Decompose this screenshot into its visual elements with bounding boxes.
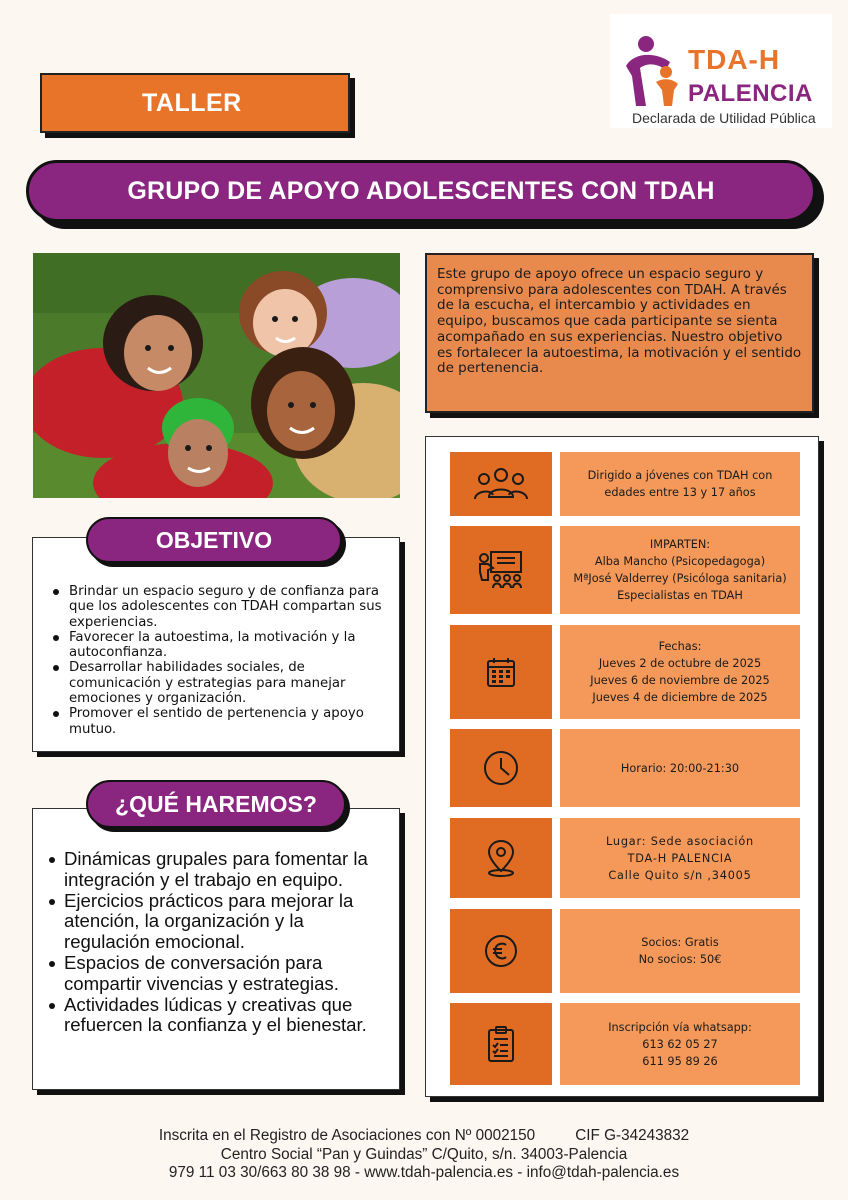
info-line: Inscripción vía whatsapp:	[608, 1020, 752, 1034]
info-row-destinatarios	[450, 452, 800, 516]
footer-contacto: 979 11 03 30/663 80 38 98 - www.tdah-palencia.es - info@tdah-palencia.es	[168, 1164, 680, 1181]
info-icon-cell	[450, 1003, 552, 1085]
objetivo-item: Favorecer la autoestima, la motivación y la autoconfianza.	[53, 630, 393, 661]
objetivo-box	[32, 537, 400, 752]
tdah-palencia-logo	[610, 14, 832, 128]
que-haremos-heading-pill	[86, 780, 346, 828]
info-line: 611 95 89 26	[642, 1054, 718, 1068]
info-line: Horario: 20:00-21:30	[620, 761, 740, 775]
logo-tagline: Declarada de Utilidad Pública	[632, 110, 816, 126]
que-haremos-item: Ejercicios prácticos para mejorar la atención, la organización y la regulación emocional.	[49, 891, 393, 953]
que-haremos-heading: ¿QUÉ HAREMOS?	[115, 790, 317, 817]
info-icon-cell	[450, 909, 552, 993]
info-text-cell	[560, 452, 800, 516]
info-text-cell	[560, 1003, 800, 1085]
info-line: Jueves 6 de noviembre de 2025	[590, 674, 770, 687]
objetivo-heading-pill	[86, 517, 342, 563]
info-row-inscripcion	[450, 1003, 800, 1085]
info-icon-cell	[450, 729, 552, 807]
info-icon-cell	[450, 452, 552, 516]
footer	[0, 1127, 848, 1183]
info-line: Jueves 2 de octubre de 2025	[598, 657, 762, 670]
euro-coin-icon	[484, 934, 518, 968]
info-row-precio	[450, 909, 800, 993]
description-text: Este grupo de apoyo ofrece un espacio seguro y comprensivo para adolescentes con TDAH. A través de la escucha, el intercambio y actividades en equipo, buscamos que cada participante se sienta acompañado en sus experiencias. Nuestro objetivo es fortalecer la autoestima, la motivación y el sentido de pertenencia.	[437, 266, 802, 377]
info-line: Alba Mancho (Psicopedagoga)	[594, 555, 766, 568]
info-line: edades entre 13 y 17 años	[604, 486, 756, 499]
info-icon-cell	[450, 625, 552, 719]
page-title: GRUPO DE APOYO ADOLESCENTES CON TDAH	[127, 176, 715, 205]
clock-icon	[483, 750, 519, 786]
info-icon-cell	[450, 526, 552, 614]
que-haremos-list	[49, 849, 393, 1036]
objetivo-item: Desarrollar habilidades sociales, de comunicación y estrategias para manejar emociones y organización.	[53, 660, 393, 706]
info-line: Especialistas en TDAH	[617, 589, 743, 602]
family-figures-icon	[620, 32, 684, 108]
info-text-cell	[560, 729, 800, 807]
teacher-icon	[477, 550, 525, 590]
footer-cif: CIF G-34243832	[575, 1127, 690, 1144]
page-title-banner	[26, 160, 816, 222]
calendar-icon	[486, 656, 516, 688]
location-pin-icon	[485, 839, 517, 877]
footer-registro: Inscrita en el Registro de Asociaciones con Nº 0002150	[158, 1127, 536, 1144]
footer-line-registro	[0, 1127, 848, 1146]
objetivo-list	[53, 584, 393, 737]
info-line: TDA-H PALENCIA	[627, 851, 733, 865]
taller-label: TALLER	[142, 88, 242, 117]
info-row-lugar	[450, 818, 800, 898]
info-icon-cell	[450, 818, 552, 898]
info-text-cell	[560, 818, 800, 898]
info-line: No socios: 50€	[638, 953, 722, 966]
logo-name-line1: TDA-H	[688, 44, 781, 75]
info-line: MªJosé Valderrey (Psicóloga sanitaria)	[573, 572, 787, 585]
clipboard-icon	[487, 1025, 515, 1063]
que-haremos-item: Actividades lúdicas y creativas que refuercen la confianza y el bienestar.	[49, 995, 393, 1037]
info-row-horario	[450, 729, 800, 807]
info-text-cell	[560, 909, 800, 993]
footer-direccion: Centro Social “Pan y Guindas” C/Quito, s/n. 34003-Palencia	[220, 1145, 628, 1163]
info-line: Socios: Gratis	[641, 936, 719, 949]
info-text-cell	[560, 625, 800, 719]
objetivo-item: Brindar un espacio seguro y de confianza para que los adolescentes con TDAH compartan sus experiencias.	[53, 584, 393, 630]
taller-badge	[40, 73, 350, 133]
description-box	[425, 253, 814, 413]
objetivo-heading: OBJETIVO	[155, 526, 273, 553]
info-row-imparten	[450, 526, 800, 614]
info-line: Dirigido a jóvenes con TDAH con	[587, 469, 773, 482]
info-line: Lugar: Sede asociación	[605, 834, 755, 848]
que-haremos-box	[32, 808, 400, 1090]
que-haremos-item: Dinámicas grupales para fomentar la integración y el trabajo en equipo.	[49, 849, 393, 891]
teens-group-photo	[33, 253, 400, 498]
group-icon	[473, 467, 529, 501]
info-line: IMPARTEN:	[649, 538, 711, 551]
logo-name-line2: PALENCIA	[688, 80, 813, 107]
info-line: Jueves 4 de diciembre de 2025	[592, 691, 768, 704]
info-line: 613 62 05 27	[642, 1037, 718, 1051]
info-row-fechas	[450, 625, 800, 719]
info-panel	[425, 436, 819, 1097]
info-text-cell	[560, 526, 800, 614]
info-line: Fechas:	[658, 640, 702, 653]
objetivo-item: Promover el sentido de pertenencia y apoyo mutuo.	[53, 706, 393, 737]
info-line: Calle Quito s/n ,34005	[608, 868, 752, 882]
que-haremos-item: Espacios de conversación para compartir vivencias y estrategias.	[49, 953, 393, 995]
